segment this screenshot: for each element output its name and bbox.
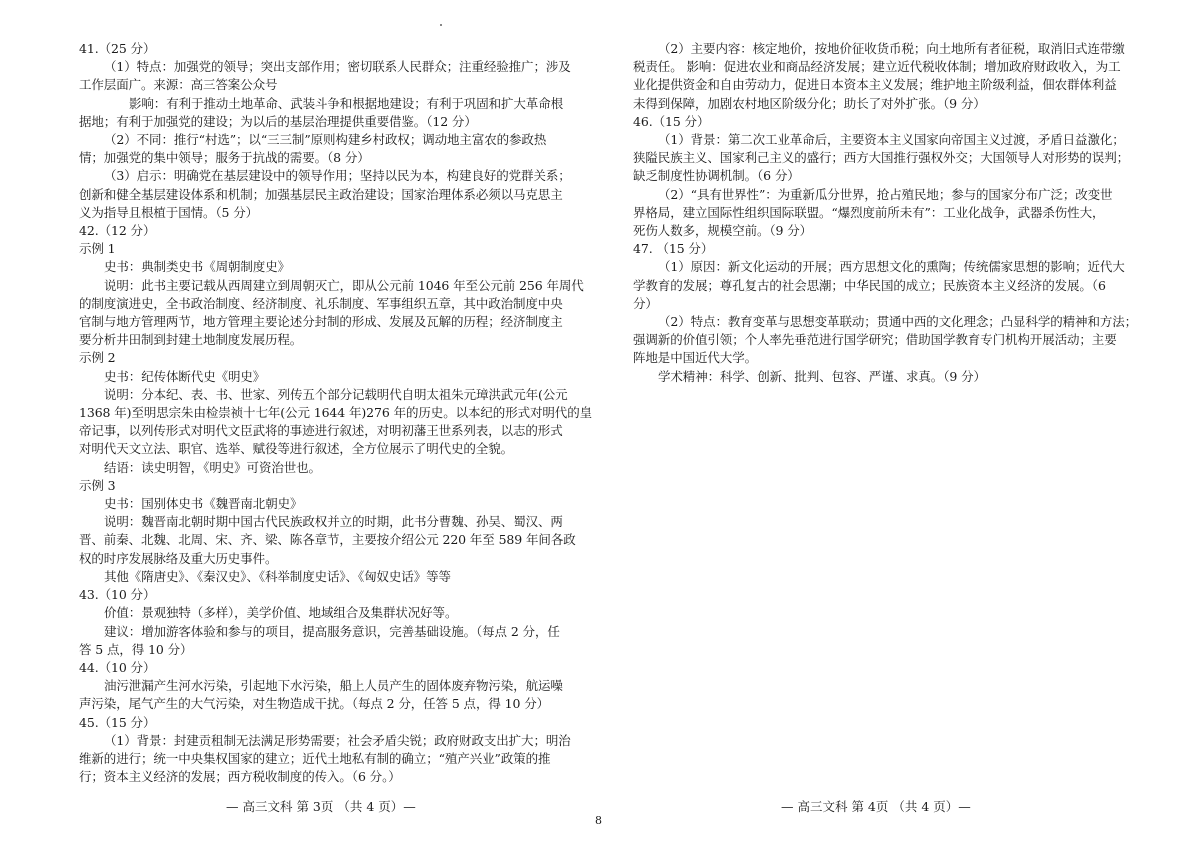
text-line: 帝记事，以列传形式对明代文臣武将的事迹进行叙述，对明初藩王世系列表，以志的形式 <box>79 423 563 439</box>
text-line: 缺乏制度性协调机制。（6 分） <box>633 168 800 184</box>
text-line: 学教育的发展；尊孔复古的社会思潮；中华民国的成立；民族资本主义经济的发展。（6 <box>633 277 1106 293</box>
text-line: 建议：增加游客体验和参与的项目，提高服务意识，完善基础设施。（每点 2 分，任 <box>104 623 560 639</box>
text-line: 史书：国别体史书《魏晋南北朝史》 <box>104 496 303 512</box>
text-line: 创新和健全基层建设体系和机制；加强基层民主政治建设；国家治理体系必须以马克思主 <box>79 186 563 202</box>
text-line: 47. （15 分） <box>633 241 714 257</box>
text-line: 说明：此书主要记载从西周建立到周朝灭亡，即从公元前 1046 年至公元前 256 年周代 <box>104 277 584 293</box>
text-line: 声污染，尾气产生的大气污染，对生物造成干扰。（每点 2 分，任答 5 点，得 10 分） <box>79 696 550 712</box>
text-line: 43.（10 分） <box>79 587 156 603</box>
text-line: 权的时序发展脉络及重大历史事件。 <box>79 550 278 566</box>
text-line: 42.（12 分） <box>79 223 156 239</box>
text-line: 情；加强党的集中领导；服务于抗战的需要。（8 分） <box>79 150 370 166</box>
text-line: （1）背景：封建贡租制无法满足形势需要；社会矛盾尖锐；政府财政支出扩大；明治 <box>104 732 571 748</box>
text-line: 结语：读史明智，《明史》可资治世也。 <box>104 459 321 475</box>
text-line: （1）背景：第二次工业革命后，主要资本主义国家向帝国主义过渡，矛盾日益激化； <box>658 132 1125 148</box>
text-line: （1）特点：加强党的领导；突出支部作用；密切联系人民群众；注重经验推广；涉及 <box>104 59 571 75</box>
text-line: 界格局，建立国际性组织国际联盟。“爆烈度前所未有”：工业化战争，武器杀伤性大， <box>633 204 1105 220</box>
text-line: 示例 1 <box>79 241 116 257</box>
right-page-footer: — 高三文科 第 4页 （共 4 页）— <box>781 799 971 814</box>
text-line: 其他《隋唐史》、《秦汉史》、《科举制度史话》、《匈奴史话》等等 <box>104 568 451 584</box>
text-line: （2）“具有世界性”：为重新瓜分世界，抢占殖民地；参与的国家分布广泛；改变世 <box>658 186 1113 202</box>
text-line: 义为指导且根植于国情。（5 分） <box>79 204 259 220</box>
text-line: 分） <box>633 295 658 311</box>
text-line: 学术精神：科学、创新、批判、包容、严谨、求真。（9 分） <box>658 368 986 384</box>
text-line: 要分析井田制到封建土地制度发展历程。 <box>79 332 303 348</box>
text-line: 46.（15 分） <box>633 113 710 129</box>
text-line: 死伤人数多，规模空前。（9 分） <box>633 223 813 239</box>
text-line: 示例 2 <box>79 350 116 366</box>
text-line: 44.（10 分） <box>79 659 156 675</box>
sheet-number: 8 <box>595 814 602 827</box>
text-line: （3）启示：明确党在基层建设中的领导作用；坚持以民为本，构建良好的党群关系； <box>104 168 571 184</box>
right-page-body <box>633 40 1138 386</box>
text-line: 的制度演进史，全书政治制度、经济制度、礼乐制度、军事组织五章，其中政治制度中央 <box>79 295 563 311</box>
text-line: 41.（25 分） <box>79 41 156 56</box>
text-line: （2）主要内容：核定地价，按地价征收货币税；向土地所有者征税，取消旧式连带缴 <box>658 41 1125 56</box>
text-line: 未得到保障，加剧农村地区阶级分化；助长了对外扩张。（9 分） <box>633 95 986 111</box>
text-line: 阵地是中国近代大学。 <box>633 350 758 366</box>
text-line: 行；资本主义经济的发展；西方税收制度的传入。（6 分。） <box>79 769 401 785</box>
text-line: 维新的进行；统一中央集权国家的建立；近代土地私有制的确立；“殖产兴业”政策的推 <box>79 750 551 766</box>
text-line: 税责任。 影响：促进农业和商品经济发展；建立近代税收体制；增加政府财政收入，为工 <box>633 59 1121 75</box>
text-line: 官制与地方管理两节，地方管理主要论述分封制的形成、发展及瓦解的历程；经济制度主 <box>79 314 563 330</box>
text-line: 对明代天文立法、职官、选举、赋役等进行叙述，全方位展示了明代史的全貌。 <box>79 441 514 457</box>
text-line: 史书：典制类史书《周朝制度史》 <box>104 259 291 275</box>
text-line: 说明：分本纪、表、书、世家、列传五个部分记载明代自明太祖朱元璋洪武元年(公元 <box>104 386 568 402</box>
text-line: 答 5 点，得 10 分） <box>79 641 193 657</box>
left-page-footer: — 高三文科 第 3页 （共 4 页）— <box>226 799 416 814</box>
text-line: 强调新的价值引领；个人率先垂范进行国学研究；借助国学教育专门机构开展活动；主要 <box>633 332 1117 348</box>
text-line: 业化提供资金和自由劳动力，促进日本资本主义发展；维护地主阶级利益，佃农群体利益 <box>633 77 1117 93</box>
text-line: 狭隘民族主义、国家利己主义的盛行；西方大国推行强权外交；大国领导人对形势的误判； <box>633 150 1130 166</box>
text-line: 1368 年)至明思宗朱由检崇祯十七年(公元 1644 年)276 年的历史。以本纪的形式对明代的皇 <box>79 405 593 421</box>
text-line: （1）原因：新文化运动的开展；西方思想文化的熏陶；传统儒家思想的影响；近代大 <box>658 259 1125 275</box>
left-page-body <box>79 40 593 786</box>
text-line: 价值：景观独特（多样），美学价值、地域组合及集群状况好等。 <box>104 605 458 621</box>
scan-dot <box>440 24 442 26</box>
text-line: 工作层面广。来源：高三答案公众号 <box>79 77 278 93</box>
text-line: 说明：魏晋南北朝时期中国古代民族政权并立的时期，此书分曹魏、孙吴、蜀汉、两 <box>104 514 563 530</box>
text-line: 示例 3 <box>79 477 116 493</box>
text-line: （2）不同：推行“村选”；以“三三制”原则构建乡村政权；调动地主富农的参政热 <box>104 132 547 148</box>
text-line: 油污泄漏产生河水污染，引起地下水污染，船上人员产生的固体废弃物污染，航运噪 <box>104 678 563 694</box>
text-line: 据地；有利于加强党的建设；为以后的基层治理提供重要借鉴。（12 分） <box>79 113 477 129</box>
text-line: （2）特点：教育变革与思想变革联动；贯通中西的文化理念；凸显科学的精神和方法； <box>658 314 1138 330</box>
text-line: 晋、前秦、北魏、北周、宋、齐、梁、陈各章节，主要按介绍公元 220 年至 589 年间各政 <box>79 532 576 548</box>
text-line: 史书：纪传体断代史《明史》 <box>104 368 266 384</box>
text-line: 45.（15 分） <box>79 714 156 730</box>
text-line: 影响：有利于推动土地革命、武装斗争和根据地建设；有利于巩固和扩大革命根 <box>129 95 564 111</box>
